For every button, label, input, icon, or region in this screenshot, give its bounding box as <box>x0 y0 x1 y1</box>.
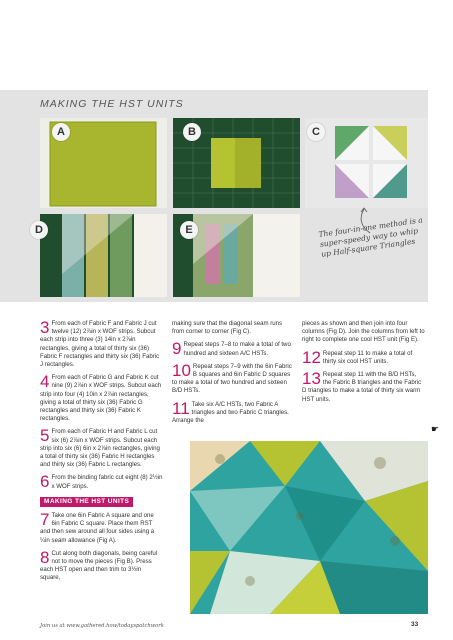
step-10 <box>172 363 295 396</box>
figure-d-photo <box>40 214 167 297</box>
footer-website: Join us at www.gathered.how/todayspatchwork <box>40 623 164 629</box>
step-9 <box>172 341 295 357</box>
step-text: Repeat steps 7–9 with the 6in Fabric B squares and 6in Fabric D squares to make a total of two hundred and sixteen B/D HSTs. <box>172 362 292 395</box>
step-text: From each of Fabric F and Fabric J cut twelve (12) 2⅞in x WOF strips. Subcut each strip into three (3) 14in x 2⅞in rectangles, giving a total of thirty six (36) Fabric F rectangles and thirty six (36) Fabric J rectangles. <box>40 320 160 369</box>
figure-b-badge: B <box>183 123 201 141</box>
figure-c-badge: C <box>307 123 325 141</box>
step-number: 3 <box>40 320 50 337</box>
step-number: 9 <box>172 341 182 358</box>
step-text: Repeat step 11 to make a total of thirty six cool HST units. <box>322 349 413 365</box>
step-6 <box>40 474 163 490</box>
step-3 <box>40 320 163 369</box>
text-column-2 <box>172 320 295 430</box>
step-text: Cut along both diagonals, being careful not to move the pieces (Fig B). Press each HST open and then trim to 3½in square, <box>40 549 158 582</box>
figure-d-badge: D <box>30 221 48 239</box>
step-number: 11 <box>172 400 190 418</box>
figure-e-badge: E <box>180 221 198 239</box>
panel-title: MAKING THE HST UNITS <box>40 98 184 110</box>
step-8-continued: making sure that the diagonal seam runs from corner to corner (Fig C). <box>172 320 283 336</box>
step-number: 6 <box>40 474 50 491</box>
figure-a-badge: A <box>52 123 70 141</box>
step-number: 13 <box>302 371 321 389</box>
section-heading: MAKING THE HST UNITS <box>40 497 133 507</box>
step-number: 7 <box>40 512 50 530</box>
step-8 <box>40 550 163 583</box>
step-number: 8 <box>40 549 50 567</box>
step-number: 10 <box>172 362 191 380</box>
quilt-photo <box>190 441 428 614</box>
quilt-graphic <box>190 441 428 614</box>
step-13 <box>302 371 426 404</box>
step-text: From each of Fabric H and Fabric L cut six (6) 2⅞in x WOF strips. Subcut each strip into six (6) 6in x 2⅞in rectangles, giving a total of thirty six (36) Fabric H rectangles and thirty six (36) Fabric L rectangles. <box>40 428 160 469</box>
step-text: From each of Fabric G and Fabric K cut nine (9) 2⅞in x WOF strips. Subcut each strip into four (4) 10in x 2⅞in rectangles, giving a total of thirty six (36) Fabric G rectangles and thirty six (36) Fabric K rectangles. <box>40 374 162 423</box>
text-column-3 <box>302 320 426 409</box>
step-4 <box>40 374 163 423</box>
step-number: 5 <box>40 428 50 446</box>
step-text: From the binding fabric cut eight (8) 2½in x WOF strips. <box>51 474 163 490</box>
step-12 <box>302 350 426 366</box>
step-text: Repeat step 11 with the B/D HSTs, the Fabric B triangles and the Fabric D triangles to make a total of thirty six warm HST units. <box>302 371 422 403</box>
text-column-1 <box>40 320 163 588</box>
step-7 <box>40 512 163 545</box>
method-note: The four-in-one method is a super-speedy way to whip up Half-square Triangles <box>318 215 424 259</box>
continue-arrow-icon: ☛ <box>431 424 440 434</box>
figure-d-graphic <box>40 214 167 297</box>
step-number: 4 <box>40 374 50 392</box>
step-11 <box>172 401 295 426</box>
step-11-continued: pieces as shown and then join into four columns (Fig D). Join the columns from left to right to complete one cool HST unit (Fig E). <box>302 320 425 344</box>
step-text: Take six A/C HSTs, two Fabric A triangles and two Fabric C triangles. Arrange the <box>172 400 289 425</box>
step-text: Take one 6in Fabric A square and one 6in Fabric C square. Place them RST and then sew around all four sides using a ¼in seam allowance (Fig A). <box>40 512 155 544</box>
step-5 <box>40 428 163 469</box>
page-number: 33 <box>411 621 419 628</box>
step-text: Repeat steps 7–8 to make a total of two hundred and sixteen A/C HSTs. <box>183 341 291 357</box>
step-number: 12 <box>302 349 321 367</box>
